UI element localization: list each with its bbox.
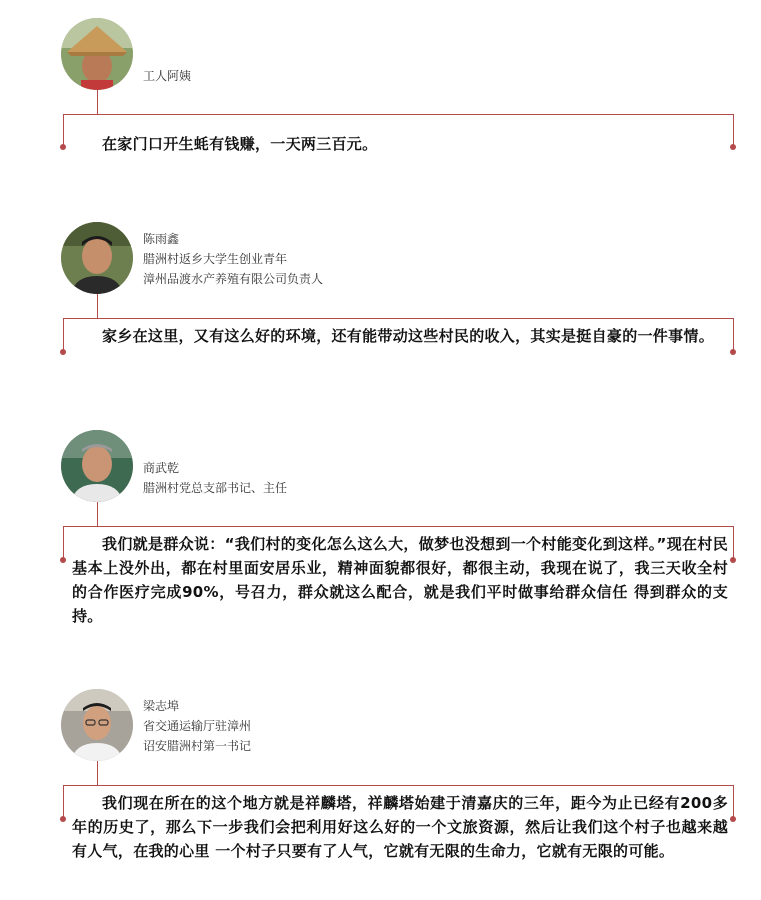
frame-dot-right bbox=[730, 144, 736, 150]
connector-line bbox=[97, 90, 98, 114]
name-block-2 bbox=[143, 229, 323, 289]
frame-dot-left bbox=[60, 144, 66, 150]
connector-line bbox=[97, 502, 98, 526]
frame-dot-left bbox=[60, 557, 66, 563]
person-title: 省交通运输厅驻漳州 bbox=[143, 719, 252, 733]
frame-dot-right bbox=[730, 816, 736, 822]
quote-frame-top bbox=[63, 785, 733, 786]
frame-dot-left bbox=[60, 816, 66, 822]
man-with-glasses-photo bbox=[61, 689, 133, 761]
quote-frame-left bbox=[63, 785, 64, 819]
quote-text-4: 我们现在所在的这个地方就是祥麟塔，祥麟塔始建于清嘉庆的三年，距今为止已经有200多年的历史了，那么下一步我们会把利用好这么好的一个文旅资源，然后让我们这个村子也越来越有人气，在我的心里 一个村子只要有了人气，它就有无限的生命力，它就有无限的可能。 bbox=[72, 794, 728, 860]
avatar-photo-1 bbox=[61, 18, 133, 90]
name-block-1 bbox=[143, 66, 191, 86]
person-in-straw-hat-photo bbox=[61, 18, 133, 90]
person-title: 腊洲村党总支部书记、主任 bbox=[143, 481, 288, 495]
quote-frame-left bbox=[63, 526, 64, 560]
quote-frame-right bbox=[733, 114, 734, 147]
older-man-photo bbox=[61, 430, 133, 502]
avatar-photo-4 bbox=[61, 689, 133, 761]
frame-dot-left bbox=[60, 349, 66, 355]
person-name: 梁志埠 bbox=[143, 699, 180, 713]
person-title: 诏安腊洲村第一书记 bbox=[143, 739, 252, 753]
person-name: 陈雨鑫 bbox=[143, 232, 180, 246]
frame-dot-right bbox=[730, 557, 736, 563]
quote-text-3: 我们就是群众说：“我们村的变化怎么这么大，做梦也没想到一个村能变化到这样。”现在村民基本上没外出，都在村里面安居乐业，精神面貌都很好，都很主动，我现在说了，我三天收全村的合作医疗完成90%，号召力，群众就这么配合，就是我们平时做事给群众信任 得到群众的支持。 bbox=[72, 535, 728, 625]
quote-frame-right bbox=[733, 785, 734, 819]
quote-text-1: 在家门口开生蚝有钱赚，一天两三百元。 bbox=[102, 135, 378, 153]
connector-line bbox=[97, 294, 98, 318]
quote-text-2: 家乡在这里，又有这么好的环境，还有能带动这些村民的收入，其实是挺自豪的一件事情。 bbox=[102, 327, 715, 345]
quote-frame-left bbox=[63, 318, 64, 352]
avatar-photo-3 bbox=[61, 430, 133, 502]
quote-frame-top bbox=[63, 114, 733, 115]
quote-frame-right bbox=[733, 318, 734, 352]
name-block-4 bbox=[143, 696, 251, 756]
young-man-photo bbox=[61, 222, 133, 294]
avatar-photo-2 bbox=[61, 222, 133, 294]
person-name: 商武乾 bbox=[143, 461, 180, 475]
frame-dot-right bbox=[730, 349, 736, 355]
quote-frame-left bbox=[63, 114, 64, 147]
person-title: 腊洲村返乡大学生创业青年 bbox=[143, 252, 288, 266]
person-title: 漳州品渡水产养殖有限公司负责人 bbox=[143, 272, 324, 286]
quote-frame-top bbox=[63, 318, 733, 319]
quote-frame-top bbox=[63, 526, 733, 527]
quote-frame-right bbox=[733, 526, 734, 560]
connector-line bbox=[97, 761, 98, 785]
person-name: 工人阿姨 bbox=[143, 69, 192, 83]
name-block-3 bbox=[143, 458, 287, 498]
